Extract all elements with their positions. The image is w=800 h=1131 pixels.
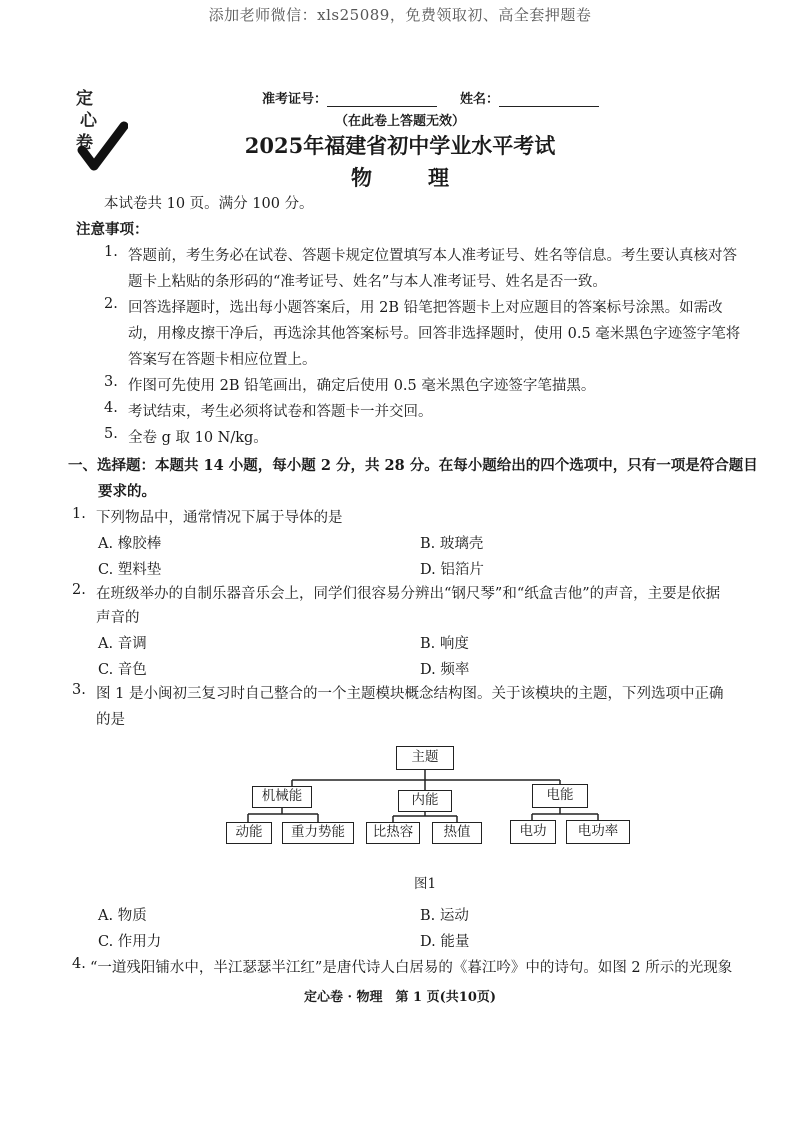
- diagram-leaf-node: 电功: [510, 820, 556, 844]
- figure-1-caption: 图1: [414, 876, 437, 892]
- diagram-branch-node: 机械能: [252, 786, 312, 808]
- logo-char-3: 卷: [76, 133, 93, 153]
- question-stem: 的是: [96, 712, 125, 728]
- notice-item-line: 答案写在答题卡相应位置上。: [128, 352, 317, 368]
- dingxin-logo: [72, 84, 128, 174]
- logo-char-1: 定: [76, 89, 93, 109]
- question-stem: 图 1 是小闽初三复习时自己整合的一个主题模块概念结构图。关于该模块的主题，下列选项中正确: [96, 686, 724, 702]
- question-stem: 声音的: [96, 610, 140, 626]
- diagram-branch-node: 电能: [532, 784, 588, 808]
- notice-item-line: 回答选择题时，选出每小题答案后，用 2B 铅笔把答题卡上对应题目的答案标号涂黑。如需改: [128, 300, 723, 316]
- section-heading: 一、选择题：本题共 14 小题，每小题 2 分，共 28 分。在每小题给出的四个选项中，只有一项是符合题目: [68, 457, 758, 474]
- notice-item-line: 题卡上粘贴的条形码的“准考证号、姓名”与本人准考证号、姓名是否一致。: [128, 274, 607, 290]
- invalid-note: （在此卷上答题无效）: [334, 114, 465, 129]
- diagram-leaf-node: 热值: [432, 822, 482, 844]
- diagram-root-node: 主题: [396, 746, 454, 770]
- notice-item-line: 作图可先使用 2B 铅笔画出，确定后使用 0.5 毫米黑色字迹签字笔描黑。: [128, 378, 596, 394]
- option-a[interactable]: A. 物质: [98, 908, 147, 924]
- option-b[interactable]: B. 玻璃壳: [420, 536, 484, 552]
- notice-item-no: 1.: [104, 244, 118, 260]
- question-number: 2.: [72, 582, 86, 598]
- question-stem: “一道残阳铺水中，半江瑟瑟半江红”是唐代诗人白居易的《暮江吟》中的诗句。如图 2 所示的光现象: [90, 960, 733, 976]
- option-c[interactable]: C. 音色: [98, 662, 147, 678]
- notice-item-no: 4.: [104, 400, 118, 416]
- diagram-leaf-node: 电功率: [566, 820, 630, 844]
- diagram-leaf-node: 比热容: [366, 822, 420, 844]
- question-number: 4.: [72, 956, 86, 972]
- notice-item-no: 3.: [104, 374, 118, 390]
- watermark-text: 添加老师微信：xls25089，免费领取初、高全套押题卷: [208, 6, 592, 24]
- option-d[interactable]: D. 铝箔片: [420, 562, 484, 578]
- option-b[interactable]: B. 响度: [420, 636, 469, 652]
- exam-title: 2025年福建省初中学业水平考试: [244, 133, 556, 158]
- diagram-branch-node: 内能: [398, 790, 452, 812]
- notice-item-line: 动，用橡皮擦干净后，再选涂其他答案标号。回答非选择题时，使用 0.5 毫米黑色字迹签字笔将: [128, 326, 741, 342]
- name-label: 姓名：: [460, 92, 500, 107]
- exam-number-label: 准考证号：: [262, 92, 328, 107]
- diagram-leaf-node: 动能: [226, 822, 272, 844]
- option-a[interactable]: A. 橡胶棒: [98, 536, 162, 552]
- notice-heading: 注意事项：: [76, 221, 149, 238]
- option-b[interactable]: B. 运动: [420, 908, 469, 924]
- question-number: 1.: [72, 506, 86, 522]
- notice-item-no: 5.: [104, 426, 118, 442]
- notice-item-no: 2.: [104, 296, 118, 312]
- exam-subject: 物理: [351, 165, 505, 190]
- option-d[interactable]: D. 能量: [420, 934, 470, 950]
- exam-number-field[interactable]: [262, 88, 437, 107]
- option-a[interactable]: A. 音调: [98, 636, 147, 652]
- intro-text: 本试卷共 10 页。满分 100 分。: [104, 196, 314, 212]
- logo-char-2: 心: [80, 111, 97, 131]
- page-footer: 定心卷 · 物理 第 1 页(共10页): [303, 990, 497, 1005]
- name-field[interactable]: [460, 88, 599, 107]
- option-c[interactable]: C. 塑料垫: [98, 562, 162, 578]
- notice-item-line: 答题前，考生务必在试卷、答题卡规定位置填写本人准考证号、姓名等信息。考生要认真核对答: [128, 248, 737, 264]
- section-heading-cont: 要求的。: [98, 483, 156, 500]
- notice-item-line: 考试结束，考生必须将试卷和答题卡一并交回。: [128, 404, 433, 420]
- option-d[interactable]: D. 频率: [420, 662, 470, 678]
- question-stem: 下列物品中，通常情况下属于导体的是: [96, 510, 343, 526]
- checkmark-icon: [72, 84, 128, 174]
- question-stem: 在班级举办的自制乐器音乐会上，同学们很容易分辨出“钢尺琴”和“纸盒吉他”的声音，主要是依据: [96, 586, 721, 602]
- notice-item-line: 全卷 g 取 10 N/kg。: [128, 430, 268, 446]
- question-number: 3.: [72, 682, 86, 698]
- diagram-leaf-node: 重力势能: [282, 822, 354, 844]
- option-c[interactable]: C. 作用力: [98, 934, 162, 950]
